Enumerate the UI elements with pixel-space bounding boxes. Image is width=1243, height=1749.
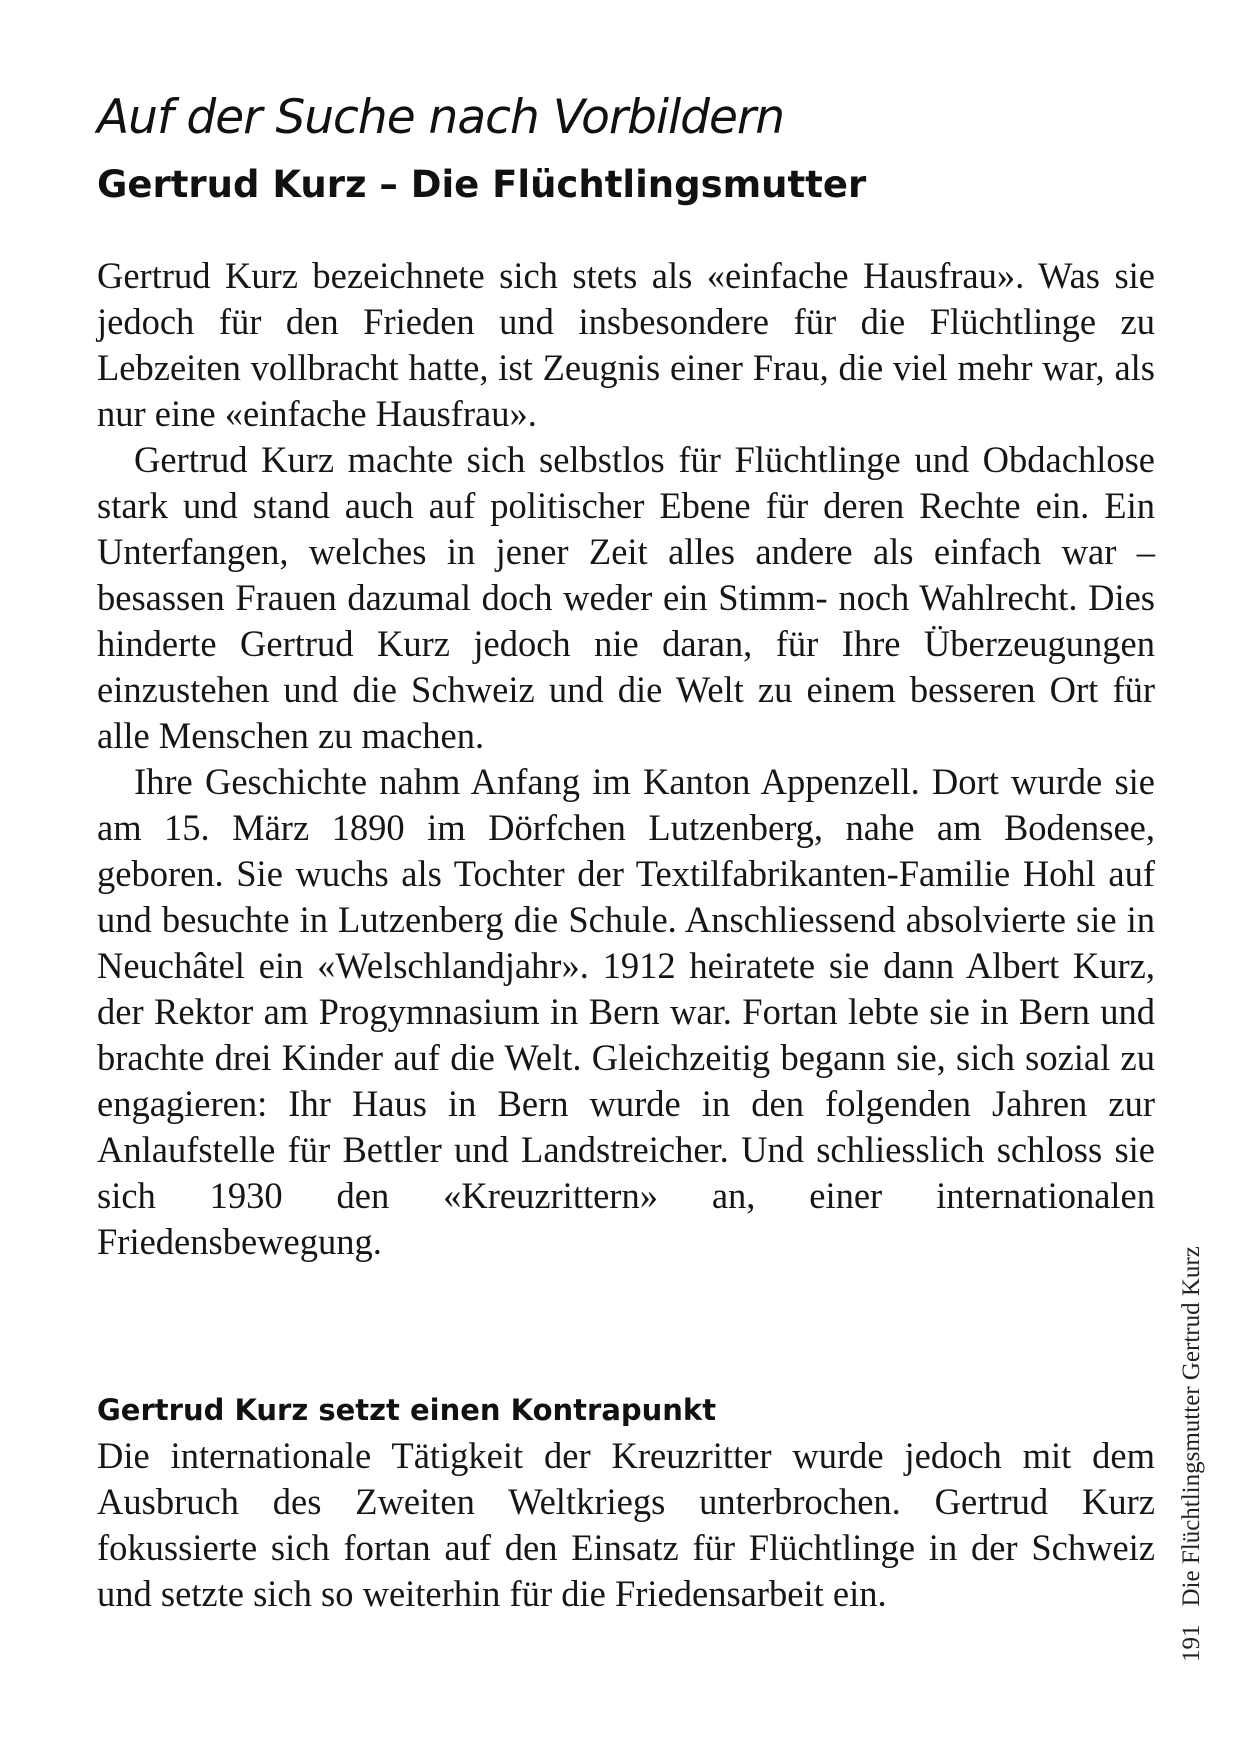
page-number: 191 [1178, 1624, 1205, 1662]
paragraph-intro: Gertrud Kurz bezeichnete sich stets als «einfache Hausfrau». Was sie jedoch für den Frieden und insbesondere für die Flüchtlinge zu Lebzeiten vollbracht hatte, ist Zeugnis einer Frau, die viel mehr war, als nur eine «einfache Hausfrau». [97, 255, 1155, 434]
paragraph-biography: Ihre Geschichte nahm Anfang im Kanton Appenzell. Dort wurde sie am 15. März 1890 im Dörfchen Lutzenberg, nahe am Bodensee, geboren. Sie wuchs als Tochter der Textilfabrikanten-Familie Hohl auf und besuchte in Lutzenberg die Schule. Anschliessend absolvierte sie in Neuchâtel ein «Welschlandjahr». 1912 heiratete sie dann Albert Kurz, der Rektor am Progymnasium in Bern war. Fortan lebte sie in Bern und brachte drei Kinder auf die Welt. Gleichzeitig begann sie, sich sozial zu engagieren: Ihr Haus in Bern wurde in den folgenden Jahren zur Anlaufstelle für Bettler und Landstreicher. Und schliesslich schloss sie sich 1930 den «Kreuzrittern» an, einer internationalen Friedensbewegung. [97, 761, 1155, 1262]
paragraph-kreuzritter: Die internationale Tätigkeit der Kreuzritter wurde jedoch mit dem Ausbruch des Zweiten Weltkriegs unterbrochen. Gertrud Kurz fokussierte sich fortan auf den Einsatz für Flüchtlinge in der Schweiz und setzte sich so weiterhin für die Friedensarbeit ein. [97, 1435, 1155, 1614]
paragraph-engagement: Gertrud Kurz machte sich selbstlos für Flüchtlinge und Obdachlose stark und stand auch auf politischer Ebene für deren Rechte ein. Ein Unterfangen, welches in jener Zeit alles andere als einfach war – besassen Frauen dazumal doch weder ein Stimm- noch Wahlrecht. Dies hinderte Gertrud Kurz jedoch nie daran, für Ihre Überzeugungen einzustehen und die Schweiz und die Welt zu einem besseren Ort für alle Menschen zu machen. [97, 439, 1155, 756]
body-text-block [97, 253, 1155, 1265]
subheading: Gertrud Kurz setzt einen Kontrapunkt [97, 1393, 717, 1427]
section-kicker: Auf der Suche nach Vorbildern [97, 90, 784, 145]
chapter-title: Gertrud Kurz – Die Flüchtlingsmutter [97, 163, 867, 206]
running-footer-text: Die Flüchtlingsmutter Gertrud Kurz [1178, 1246, 1205, 1607]
body-text-block-2 [97, 1433, 1155, 1617]
running-footer [1172, 1162, 1212, 1662]
